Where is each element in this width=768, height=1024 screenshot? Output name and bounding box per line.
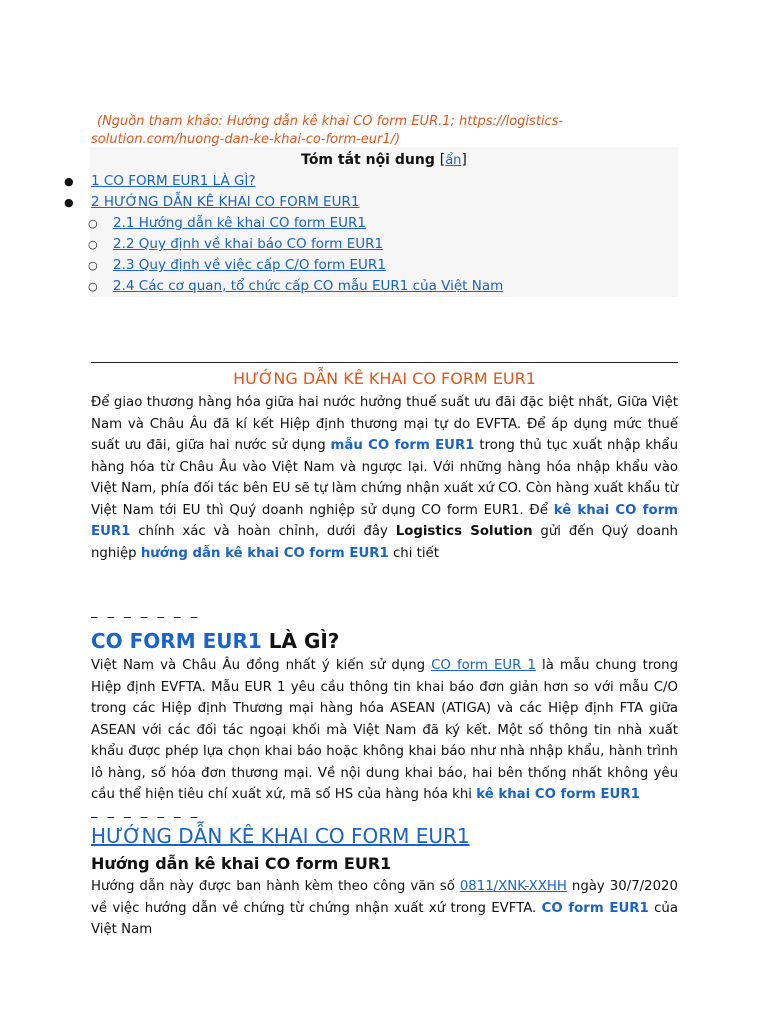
bullet-disc-icon: ● <box>64 196 74 209</box>
toc-item-1-num: 1 <box>91 173 100 189</box>
heading-guide-link[interactable]: HƯỚNG DẪN KÊ KHAI CO FORM EUR1 <box>91 824 470 848</box>
toc-item-2-2-link[interactable] <box>113 236 383 252</box>
intro-text-4: gửi đến Quý doanh nghiệp <box>91 524 678 561</box>
heading-co-form-blue: CO FORM EUR1 <box>91 629 262 653</box>
toc-item-2-1-label: Hướng dẫn kê khai CO form EUR1 <box>134 215 366 231</box>
bullet-circle-icon: ○ <box>88 259 98 272</box>
table-of-contents <box>64 147 678 297</box>
co-form-paragraph <box>91 655 678 806</box>
intro-text-2: trong thủ tục xuất nhập khẩu hàng hóa từ Châu Âu vào Việt Nam và ngược lại. Với những hàng hóa nhập khẩu vào Việt Nam, phía đối tác bên EU sẽ tự làm chứng nhận xuất xứ CO. Còn hàng xuất khẩu từ Việt Nam tới EU thì Quý doanh nghiệp sử dụng CO form EUR1. Để <box>91 438 679 518</box>
dash-separator-1: _ _ _ _ _ _ _ <box>91 604 201 619</box>
co-form-eur1-link[interactable]: CO form EUR 1 <box>431 658 536 673</box>
source-text: (Nguồn tham khảo: Hướng dẫn kê khai CO form EUR.1; https://logistics-solution.com/huong-dan-ke-khai-co-form-eur1/) <box>91 114 564 147</box>
toc-item-2-2-label: Quy định về khai báo CO form EUR1 <box>134 236 384 252</box>
toc-item-2-4-label: Các cơ quan, tổ chức cấp CO mẫu EUR1 của Việt Nam <box>134 278 504 294</box>
toc-item-2-3[interactable] <box>113 255 386 275</box>
dash-separator-2: _ _ _ _ _ _ _ <box>91 804 201 819</box>
toc-item-2-3-label: Quy định về việc cấp C/O form EUR1 <box>134 257 386 273</box>
intro-paragraph <box>91 392 678 564</box>
guide-text-2: ngày 30/7/2020 về việc hướng dẫn về chứng từ chứng nhận xuất xứ trong EVFTA. <box>91 879 678 916</box>
guide-text-1: Hướng dẫn này được ban hành kèm theo công văn số <box>91 879 460 894</box>
bullet-disc-icon: ● <box>64 175 74 188</box>
toc-item-2-4-num: 2.4 <box>113 278 135 294</box>
toc-item-1-link[interactable] <box>91 173 256 189</box>
intro-bold-4: hướng dẫn kê khai CO form EUR1 <box>140 545 389 561</box>
toc-toggle-link[interactable]: ẩn <box>445 153 462 168</box>
toc-item-2-4[interactable] <box>113 276 503 296</box>
intro-bold-3: Logistics Solution <box>395 524 533 539</box>
guide-paragraph <box>91 876 678 941</box>
toc-bracket-open: [ <box>439 152 446 168</box>
horizontal-divider <box>91 362 678 363</box>
toc-item-2-2[interactable] <box>113 234 383 254</box>
toc-item-2-num: 2 <box>91 194 100 210</box>
toc-item-2-1-link[interactable] <box>113 215 366 231</box>
intro-bold-1: mẫu CO form EUR1 <box>330 438 475 453</box>
toc-item-1[interactable] <box>91 171 256 191</box>
intro-bold-2: kê khai CO form EUR1 <box>91 502 678 539</box>
toc-item-2-label: HƯỚNG DẪN KÊ KHAI CO FORM EUR1 <box>99 194 360 210</box>
intro-text-5: chi tiết <box>388 545 439 561</box>
toc-item-2-3-link[interactable] <box>113 257 386 273</box>
toc-item-2-4-link[interactable] <box>113 278 503 294</box>
toc-item-1-label: CO FORM EUR1 LÀ GÌ? <box>99 173 256 189</box>
toc-item-2-3-num: 2.3 <box>113 257 135 273</box>
toc-item-2-1[interactable] <box>113 213 366 233</box>
heading-guide <box>91 822 470 850</box>
toc-item-2-link[interactable] <box>91 194 359 210</box>
toc-title <box>90 151 678 170</box>
heading-co-form <box>91 627 339 655</box>
toc-item-2-1-num: 2.1 <box>113 215 135 231</box>
bullet-circle-icon: ○ <box>88 217 98 230</box>
guide-text-3: của Việt Nam <box>91 900 678 937</box>
toc-bracket-close: ] <box>461 152 467 168</box>
subheading-guide: Hướng dẫn kê khai CO form EUR1 <box>91 854 392 873</box>
source-citation <box>91 113 677 149</box>
intro-text-1: Để giao thương hàng hóa giữa hai nước hưởng thuế suất ưu đãi đặc biệt nhất, Giữa Việt Nam và Châu Âu đã kí kết Hiệp định thương mại tự do EVFTA. Để áp dụng mức thuế suất ưu đãi, giữa hai nước sử dụng <box>91 395 678 453</box>
co-bold-1: kê khai CO form EUR1 <box>476 787 640 802</box>
toc-title-text: Tóm tắt nội dung <box>301 152 435 168</box>
guide-bold-1: CO form EUR1 <box>541 900 649 916</box>
official-letter-link[interactable]: 0811/XNK-XXHH <box>459 879 567 894</box>
toc-item-2[interactable] <box>91 192 359 212</box>
section-title: HƯỚNG DẪN KÊ KHAI CO FORM EUR1 <box>233 369 536 388</box>
intro-text-3: chính xác và hoàn chỉnh, dưới đây <box>130 524 396 539</box>
heading-co-form-rest: LÀ GÌ? <box>261 629 340 653</box>
co-text-2: là mẫu chung trong Hiệp định EVFTA. Mẫu EUR 1 yêu cầu thông tin khai báo đơn giản hơn so với mẫu C/O trong các Hiệp định Thương mại hàng hóa ASEAN (ATIGA) và các Hiệp định FTA giữa ASEAN với các đối tác ngoại khối mà Việt Nam đã ký kết. Một số thông tin nhà xuất khẩu được phép lựa chọn khai báo hoặc không khai báo như nhà nhập khẩu, hành trình lô hàng, số hóa đơn thương mại. Về nội dung khai báo, hai bên thống nhất không yêu cầu thể hiện tiêu chí xuất xứ, mã số HS của hàng hóa khi <box>91 658 679 802</box>
bullet-circle-icon: ○ <box>88 280 98 293</box>
co-text-1: Việt Nam và Châu Âu đồng nhất ý kiến sử dụng <box>91 658 432 673</box>
bullet-circle-icon: ○ <box>88 238 98 251</box>
toc-item-2-2-num: 2.2 <box>113 236 135 252</box>
